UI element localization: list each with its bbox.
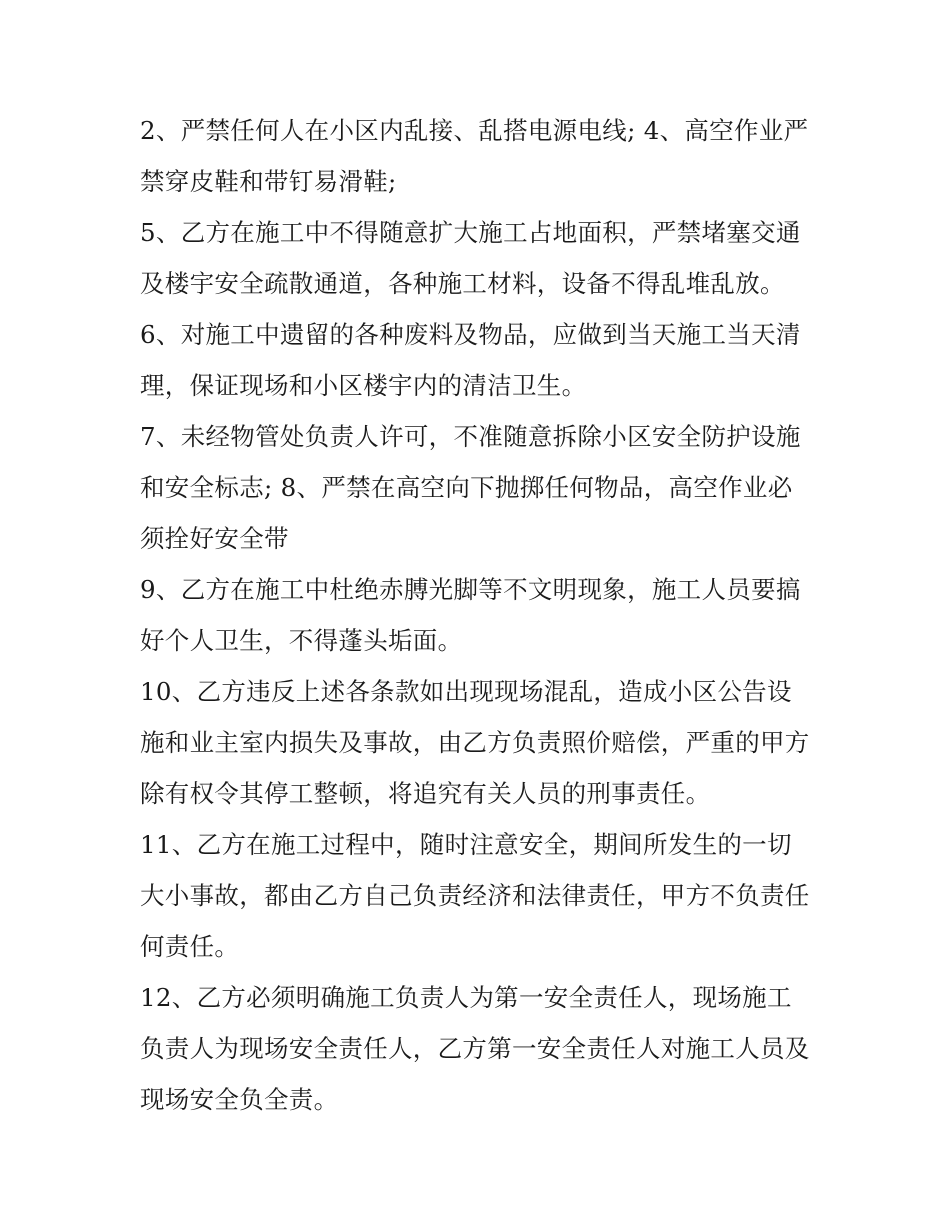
- clause-6: 6、对施工中遗留的各种废料及物品，应做到当天施工当天清理，保证现场和小区楼宇内的清洁卫生。: [140, 320, 801, 400]
- clause-7-8: 7、未经物管处负责人许可，不准随意拆除小区安全防护设施和安全标志; 8、严禁在高空向下抛掷任何物品，高空作业必须拴好安全带: [140, 422, 801, 553]
- clause-5: 5、乙方在施工中不得随意扩大施工占地面积，严禁堵塞交通及楼宇安全疏散通道，各种施工材料，设备不得乱堆乱放。: [140, 218, 801, 298]
- clause-12: 12、乙方必须明确施工负责人为第一安全责任人，现场施工负责人为现场安全责任人，乙方第一安全责任人对施工人员及现场安全负全责。: [140, 983, 810, 1114]
- clause-9: 9、乙方在施工中杜绝赤膊光脚等不文明现象，施工人员要搞好个人卫生，不得蓬头垢面。: [140, 575, 801, 655]
- clause-11: 11、乙方在施工过程中，随时注意安全，期间所发生的一切大小事故，都由乙方自己负责经济和法律责任，甲方不负责任何责任。: [140, 830, 810, 961]
- clause-10: 10、乙方违反上述各条款如出现现场混乱，造成小区公告设施和业主室内损失及事故，由乙方负责照价赔偿，严重的甲方除有权令其停工整顿，将追究有关人员的刑事责任。: [140, 677, 810, 808]
- clause-2-4: 2、严禁任何人在小区内乱接、乱搭电源电线; 4、高空作业严禁穿皮鞋和带钉易滑鞋;: [140, 116, 809, 196]
- document-body: [140, 105, 815, 1125]
